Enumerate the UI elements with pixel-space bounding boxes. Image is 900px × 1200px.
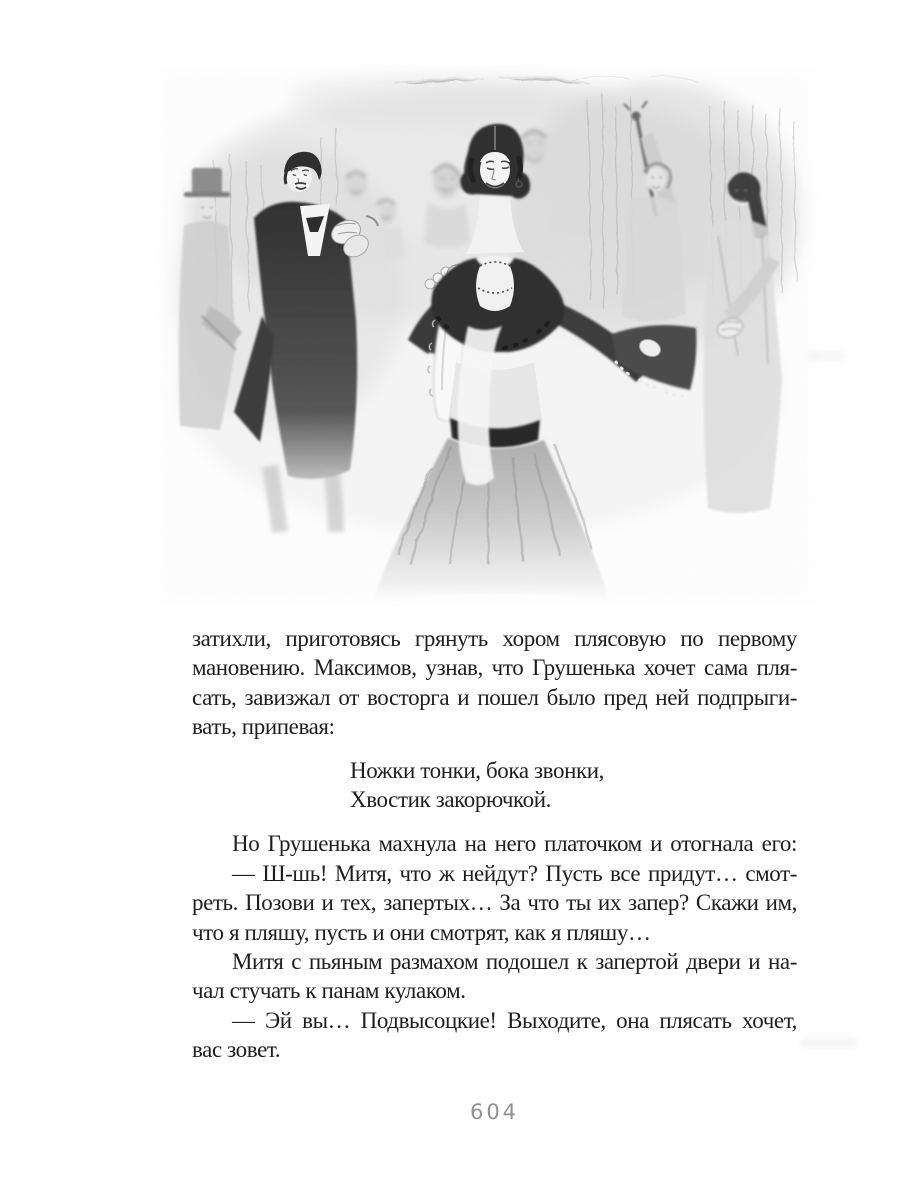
text-line: Но Грушенька махнула на него платочком и отогнала его: (232, 831, 797, 857)
page-number: 604 (469, 1100, 520, 1124)
verse-gap (192, 814, 797, 829)
text-line: чал стучать к панам кулаком. (192, 978, 466, 1004)
text-line: сать, завизжал от восторга и пошел было пред ней подпрыги- (192, 684, 797, 710)
dance-scene-illustration (150, 66, 820, 606)
text-line: мановению. Максимов, узнав, что Грушенька хочет сама пля- (192, 655, 797, 681)
text-line: вас зовет. (192, 1037, 281, 1063)
text-line: — Эй вы… Подвысоцкие! Выходите, она плясать хочет, (232, 1007, 797, 1033)
page-showthrough-smudge (806, 352, 846, 360)
text-block (192, 624, 797, 1065)
text-line: что я пляшу, пусть и они смотрят, как я пляшу… (192, 919, 651, 945)
page-showthrough-smudge (800, 1038, 858, 1048)
text-line: Митя с пьяным размахом подошел к запертой двери и на- (232, 949, 797, 975)
verse-line: Ножки тонки, бока звонки, (350, 757, 605, 783)
verse-gap (192, 742, 797, 756)
verse-line: Хвостик закорючкой. (350, 787, 552, 813)
text-line: вать, припевая: (192, 714, 335, 740)
text-line: затихли, приготовясь грянуть хором плясовую по первому (192, 626, 797, 651)
text-line: реть. Позови и тех, запертых… За что ты их запер? Скажи им, (192, 890, 797, 916)
text-line: — Ш-шь! Митя, что ж нейдут? Пусть все придут… смот- (232, 860, 797, 886)
